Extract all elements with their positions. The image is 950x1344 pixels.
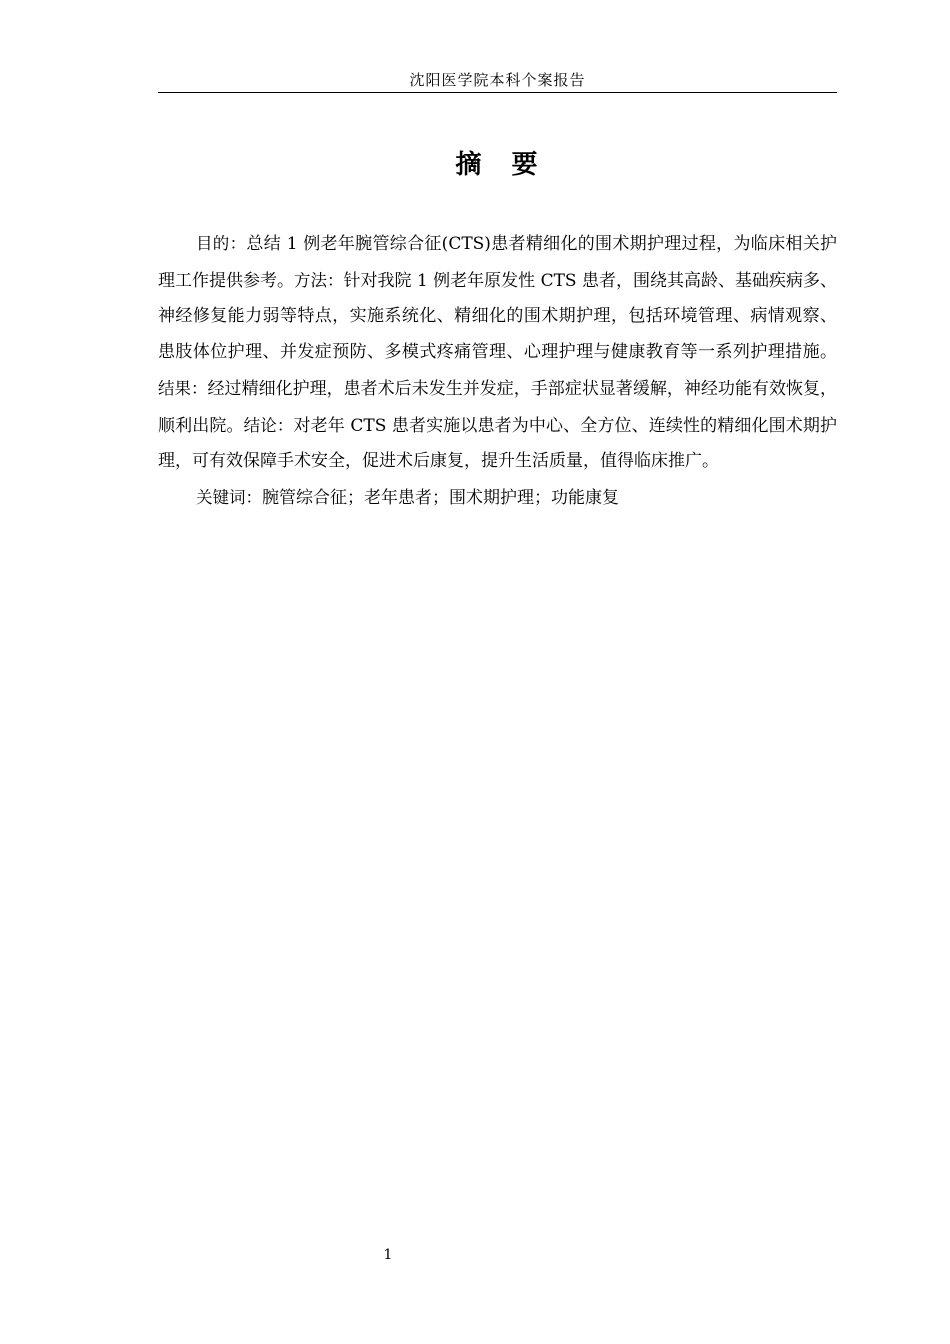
- page-title: [158, 145, 837, 185]
- objective-label: 目的：: [196, 234, 247, 253]
- running-header: 沈阳医学院本科个案报告: [409, 71, 586, 89]
- page-number: 1: [383, 1247, 393, 1263]
- keywords-label: 关键词：: [196, 487, 262, 507]
- result-text: 经过精细化护理，患者术后未发生并发症，手部症状显著缓解，神经功能有效恢复，顺利出院。: [158, 378, 838, 436]
- title-char-1: 摘: [455, 150, 484, 180]
- abstract-paragraph: [158, 226, 837, 480]
- conclusion-label: 结论：: [243, 415, 294, 435]
- conclusion-text: 对老年 CTS 患者实施以患者为中心、全方位、连续性的精细化围术期护理，可有效保障手术安全，促进术后康复，提升生活质量，值得临床推广。: [158, 415, 837, 472]
- keywords-paragraph: [158, 480, 837, 517]
- method-text: 针对我院 1 例老年原发性 CTS 患者，围绕其高龄、基础疾病多、神经修复能力弱等特点，实施系统化、精细化的围术期护理，包括环境管理、病情观察、患肢体位护理、并发症预防、多模式疼痛管理、心理护理与健康教育等一系列护理措施。: [158, 270, 837, 363]
- header-divider: [158, 92, 837, 93]
- method-label: 方法：: [294, 270, 344, 290]
- objective-text: 总结 1 例老年腕管综合征(CTS)患者精细化的围术期护理过程，为临床相关护理工作提供参考。: [158, 234, 838, 291]
- keywords-text: 腕管综合征；老年患者；围术期护理；功能康复: [262, 487, 619, 508]
- title-char-2: 要: [511, 150, 540, 180]
- abstract-section: [158, 226, 837, 517]
- result-label: 结果：: [158, 378, 208, 398]
